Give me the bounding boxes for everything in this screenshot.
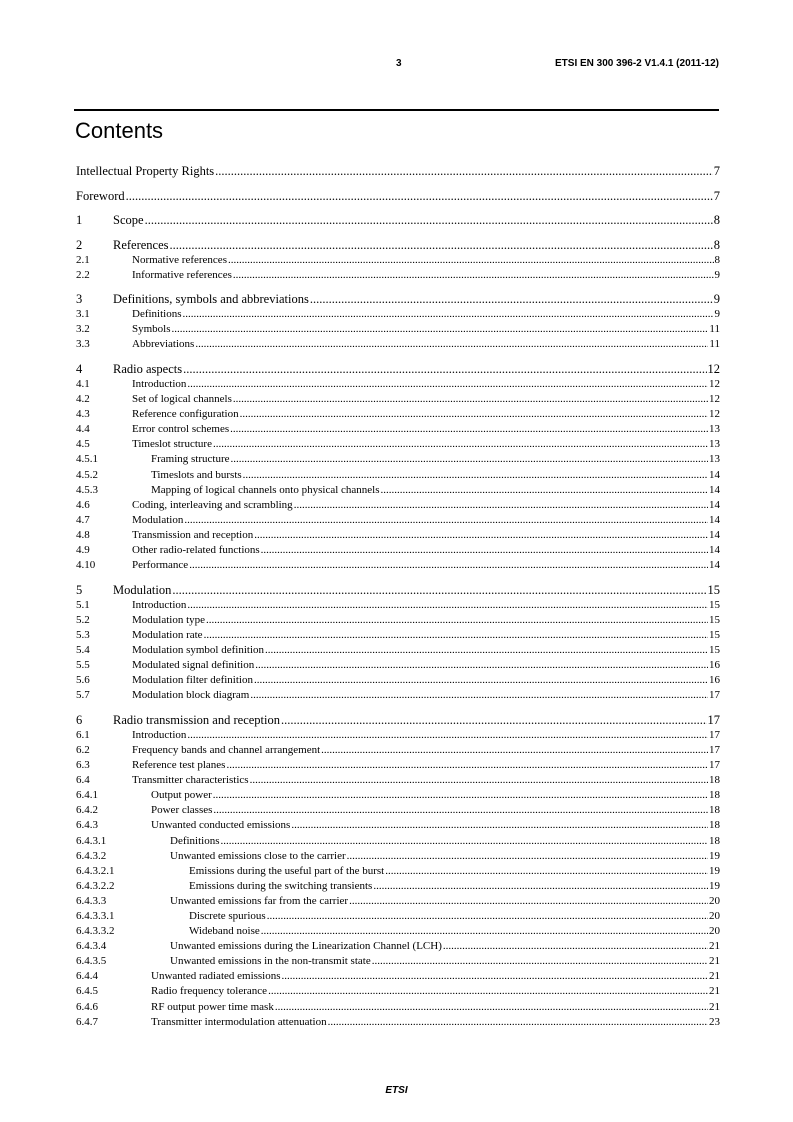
footer-publisher: ETSI [385,1085,408,1096]
toc-entry[interactable] [76,984,720,999]
toc-entry-page: 15 [709,613,720,626]
toc-entry[interactable] [76,849,720,864]
toc-entry-title: Modulation filter definition [132,674,253,687]
dot-leader [347,849,708,864]
toc-entry-number: 4.4 [76,423,90,436]
toc-entry-title: Frequency bands and channel arrangement [132,743,321,756]
dot-leader [254,528,708,543]
toc-entry-title: Discrete spurious [189,909,266,922]
dot-leader [275,1000,708,1015]
toc-entry-page: 12 [709,408,720,421]
dot-leader [373,879,708,894]
dot-leader [255,658,708,673]
dot-leader [213,788,708,803]
toc-entry-page: 8 [713,237,720,252]
toc-entry[interactable] [76,728,720,743]
toc-entry-page: 20 [709,894,720,907]
toc-entry-number: 4.5 [76,438,90,451]
toc-entry-title: Intellectual Property Rights [76,164,215,178]
toc-entry-title: Other radio-related functions [132,544,260,556]
toc-entry-title: Modulation [132,513,184,526]
toc-entry-number: 3 [76,292,83,307]
toc-entry-page: 16 [709,659,720,672]
toc-entry-number: 5.3 [76,628,90,641]
toc-entry-page: 23 [709,1015,720,1028]
dot-leader [282,969,708,984]
toc-entry-number: 6.4.1 [76,789,98,802]
toc-entry-page: 12 [709,377,720,390]
dot-leader [213,803,708,818]
toc-entry-number: 4 [76,361,83,376]
toc-entry[interactable] [76,407,720,422]
toc-entry-number: 4.10 [76,559,96,572]
toc-entry-page: 17 [709,689,720,702]
toc-entry-title: Radio transmission and reception [113,712,280,727]
toc-entry-title: Emissions during the switching transients [189,879,373,892]
toc-entry-page: 18 [709,819,720,832]
toc-entry[interactable] [76,337,720,352]
toc-entry-title: Definitions, symbols and abbreviations [113,292,309,307]
toc-entry-title: Transmission and reception [132,528,254,541]
toc-entry[interactable] [76,743,720,758]
toc-entry-title: Introduction [132,728,187,741]
toc-entry[interactable] [76,628,720,643]
toc-entry-page: 14 [709,513,720,526]
toc-entry-number: 2.1 [76,253,90,266]
dot-leader [183,361,706,377]
toc-entry-number: 3.2 [76,323,90,336]
dot-leader [189,558,708,573]
toc-entry-number: 4.7 [76,513,90,526]
dot-leader [221,834,709,849]
dot-leader [187,377,708,392]
toc-entry-title: Performance [132,559,189,572]
toc-entry-page: 20 [709,925,720,938]
toc-entry-page: 16 [709,674,720,687]
dot-leader [213,437,708,452]
toc-entry[interactable] [76,361,720,377]
toc-entry-page: 9 [714,268,720,281]
toc-entry[interactable] [76,268,720,283]
toc-entry[interactable] [76,598,720,613]
toc-entry-title: Transmitter characteristics [132,774,249,787]
toc-entry-page: 14 [709,483,720,496]
toc-entry-title: Unwanted radiated emissions [151,970,281,983]
toc-entry[interactable] [76,498,720,513]
toc-entry[interactable] [76,253,720,268]
toc-entry-number: 6.1 [76,728,90,741]
toc-entry-number: 6.4 [76,774,90,787]
toc-entry-title: Informative references [132,268,232,281]
toc-entry-number: 6.4.4 [76,970,98,983]
dot-leader [206,613,708,628]
toc-entry-page: 13 [709,453,720,466]
toc-entry-number: 6.4.3.2.1 [76,864,115,877]
toc-entry-page: 9 [714,308,720,321]
toc-entry-page: 15 [707,582,720,597]
dot-leader [265,643,708,658]
toc-entry-title: Output power [151,789,212,802]
document-id: ETSI EN 300 396-2 V1.4.1 (2011-12) [555,58,719,69]
toc-entry-title: Mapping of logical channels onto physical channels [151,483,380,496]
toc-entry-title: Power classes [151,804,213,817]
toc-entry-page: 18 [709,804,720,817]
toc-entry-title: Error control schemes [132,423,230,436]
toc-entry-page: 12 [707,361,720,376]
toc-entry-number: 6.4.3.1 [76,834,107,847]
toc-entry[interactable] [76,673,720,688]
toc-entry[interactable] [76,468,720,483]
toc-entry[interactable] [76,658,720,673]
dot-leader [195,337,708,352]
dot-leader [372,954,708,969]
toc-entry-page: 14 [709,498,720,511]
toc-entry-title: Transmitter intermodulation attenuation [151,1015,327,1028]
toc-entry-number: 6.4.3.3 [76,894,107,907]
toc-entry-title: Modulation type [132,613,206,626]
toc-entry-title: Scope [113,213,144,227]
dot-leader [215,163,713,179]
toc-entry[interactable] [76,688,720,703]
toc-entry-number: 4.1 [76,377,90,390]
toc-entry-title: Coding, interleaving and scrambling [132,498,293,511]
toc-entry[interactable] [76,909,720,924]
toc-entry-number: 6.3 [76,759,90,772]
toc-entry-title: Abbreviations [132,338,195,351]
toc-entry-number: 6.4.6 [76,1000,98,1013]
dot-leader [261,543,708,558]
toc-entry-title: Foreword [76,188,125,203]
toc-entry-number: 5.5 [76,659,90,672]
toc-entry-page: 19 [709,849,720,862]
dot-leader [145,212,713,228]
dot-leader [204,628,708,643]
toc-entry[interactable] [76,879,720,894]
toc-entry-page: 20 [709,909,720,922]
toc-entry-page: 13 [709,423,720,436]
dot-leader [268,984,708,999]
toc-entry[interactable] [76,452,720,467]
toc-entry[interactable] [76,437,720,452]
toc-entry[interactable] [76,773,720,788]
toc-entry-title: References [113,237,169,252]
dot-leader [294,498,708,513]
toc-entry[interactable] [76,237,720,253]
page-header [76,58,719,72]
toc-entry-page: 9 [713,292,720,307]
dot-leader [231,452,708,467]
toc-entry-number: 6.2 [76,743,90,756]
dot-leader [250,688,708,703]
toc-entry-page: 12 [709,393,720,406]
dot-leader [126,188,713,204]
toc-entry[interactable] [76,543,720,558]
toc-entry-title: Definitions [132,308,182,321]
toc-entry-title: Unwanted emissions close to the carrier [170,849,346,862]
toc-entry-title: Introduction [132,598,187,611]
toc-entry-number: 3.3 [76,338,90,351]
toc-entry-title: Modulation [113,582,172,597]
toc-entry[interactable] [76,643,720,658]
dot-leader [261,924,708,939]
toc-entry-page: 18 [709,834,720,847]
toc-entry-title: Symbols [132,323,171,336]
toc-entry-number: 4.3 [76,408,90,421]
toc-entry-page: 19 [709,879,720,892]
toc-entry-number: 4.5.3 [76,483,98,496]
toc-entry-title: Emissions during the useful part of the burst [189,864,385,877]
dot-leader [233,268,714,283]
toc-entry-page: 14 [709,468,720,481]
dot-leader [230,422,708,437]
toc-entry[interactable] [76,528,720,543]
page-title: Contents [75,118,164,143]
toc-entry[interactable] [76,613,720,628]
toc-entry[interactable] [76,307,720,322]
dot-leader [187,598,708,613]
toc-entry[interactable] [76,712,720,728]
toc-entry-number: 4.9 [76,544,90,556]
toc-entry-number: 6.4.3.3.2 [76,925,115,938]
toc-entry-number: 6 [76,712,83,727]
dot-leader [349,894,708,909]
toc-entry-title: Modulation block diagram [132,689,250,702]
toc-entry-page: 15 [709,628,720,641]
toc-entry-page: 15 [709,643,720,656]
toc-entry-title: Modulation symbol definition [132,643,264,656]
dot-leader [172,322,709,337]
toc-entry-page: 8 [713,213,720,227]
dot-leader [281,712,707,728]
toc-entry[interactable] [76,582,720,598]
dot-leader [228,253,714,268]
toc-entry[interactable] [76,788,720,803]
toc-entry-number: 4.5.2 [76,468,98,481]
dot-leader [183,307,714,322]
toc-entry-number: 6.4.3.2.2 [76,879,115,892]
toc-entry-number: 6.4.3 [76,819,98,832]
toc-entry-title: Radio frequency tolerance [151,985,268,998]
toc-entry-title: RF output power time mask [151,1000,274,1013]
dot-leader [254,673,708,688]
toc-entry-number: 5.6 [76,674,90,687]
toc-entry-page: 21 [709,1000,720,1013]
toc-entry[interactable] [76,558,720,573]
toc-entry-page: 19 [709,864,720,877]
page-number: 3 [396,58,402,69]
dot-leader [385,864,708,879]
toc-entry[interactable] [76,803,720,818]
toc-entry-page: 17 [709,759,720,772]
toc-entry-title: Reference configuration [132,408,239,421]
toc-entry-number: 5.2 [76,613,90,626]
toc-entry-number: 6.4.2 [76,804,98,817]
dot-leader [328,1015,708,1030]
toc-entry-title: Reference test planes [132,759,226,772]
toc-entry-page: 21 [709,955,720,968]
toc-entry-number: 6.4.3.2 [76,849,107,862]
dot-leader [250,773,708,788]
dot-leader [226,758,708,773]
toc-entry-number: 6.4.5 [76,985,98,998]
toc-entry-number: 6.4.3.3.1 [76,909,115,922]
toc-entry-number: 6.4.3.5 [76,955,107,968]
dot-leader [267,909,708,924]
dot-leader [170,237,713,253]
dot-leader [240,407,708,422]
toc-entry-number: 4.5.1 [76,453,98,466]
toc-entry-page: 17 [709,743,720,756]
toc-entry-title: Definitions [170,834,220,847]
toc-entry[interactable] [76,483,720,498]
toc-entry-page: 18 [709,789,720,802]
toc-entry-number: 5.1 [76,598,90,611]
toc-entry-title: Unwanted emissions during the Linearization Channel (LCH) [170,940,442,953]
table-of-contents [76,163,720,1030]
toc-entry[interactable] [76,322,720,337]
toc-entry-page: 7 [713,164,720,178]
toc-entry-page: 11 [709,323,720,336]
toc-entry-title: Unwanted conducted emissions [151,819,291,832]
toc-entry[interactable] [76,377,720,392]
toc-entry-page: 11 [709,338,720,351]
toc-entry[interactable] [76,758,720,773]
toc-entry[interactable] [76,864,720,879]
toc-entry-page: 14 [709,544,720,556]
dot-leader [443,939,708,954]
toc-entry-page: 14 [709,528,720,541]
toc-entry[interactable] [76,924,720,939]
toc-entry-number: 4.2 [76,393,90,406]
toc-entry[interactable] [76,212,720,228]
toc-entry-title: Modulation rate [132,628,203,641]
toc-entry-title: Unwanted emissions far from the carrier [170,894,349,907]
toc-entry-title: Framing structure [151,453,230,466]
dot-leader [310,291,713,307]
dot-leader [187,728,708,743]
toc-entry[interactable] [76,834,720,849]
dot-leader [184,513,708,528]
toc-entry-page: 14 [709,559,720,572]
dot-leader [233,392,708,407]
toc-entry-page: 8 [714,253,720,266]
toc-entry-page: 21 [709,940,720,953]
toc-entry-page: 17 [707,712,720,727]
toc-entry-page: 17 [709,728,720,741]
toc-entry[interactable] [76,939,720,954]
toc-entry-title: Set of logical channels [132,393,232,406]
toc-entry-number: 1 [76,213,83,227]
toc-entry-page: 7 [713,188,720,203]
toc-entry-page: 15 [709,598,720,611]
toc-entry-title: Timeslot structure [132,438,212,451]
toc-entry-number: 6.4.3.4 [76,940,107,953]
toc-entry-number: 6.4.7 [76,1015,98,1028]
toc-entry-title: Unwanted emissions in the non-transmit state [170,955,371,968]
toc-entry[interactable] [76,188,720,204]
toc-entry-title: Wideband noise [189,925,260,938]
toc-entry-number: 4.8 [76,528,90,541]
toc-entry-title: Modulated signal definition [132,659,255,672]
toc-entry[interactable] [76,291,720,307]
toc-entry-title: Radio aspects [113,361,183,376]
toc-entry-number: 3.1 [76,308,90,321]
dot-leader [172,582,706,598]
toc-entry-number: 4.6 [76,498,90,511]
toc-entry[interactable] [76,422,720,437]
toc-entry-number: 5.7 [76,689,90,702]
toc-entry-title: Introduction [132,377,187,390]
toc-entry-title: Normative references [132,253,227,266]
toc-entry[interactable] [76,969,720,984]
toc-entry[interactable] [76,513,720,528]
toc-entry-page: 18 [709,774,720,787]
toc-entry-page: 13 [709,438,720,451]
toc-entry-page: 21 [709,970,720,983]
toc-entry[interactable] [76,818,720,833]
toc-entry[interactable] [76,1015,720,1030]
toc-entry[interactable] [76,894,720,909]
header-rule [74,109,719,111]
toc-entry-number: 5 [76,582,83,597]
toc-entry[interactable] [76,954,720,969]
toc-entry-number: 5.4 [76,643,90,656]
toc-entry[interactable] [76,163,720,179]
dot-leader [381,483,709,498]
toc-entry-number: 2.2 [76,268,90,281]
toc-entry-number: 2 [76,237,83,252]
dot-leader [291,818,708,833]
toc-entry[interactable] [76,1000,720,1015]
dot-leader [321,743,708,758]
toc-entry-title: Timeslots and bursts [151,468,242,481]
toc-entry-page: 21 [709,985,720,998]
toc-entry[interactable] [76,392,720,407]
dot-leader [243,468,708,483]
